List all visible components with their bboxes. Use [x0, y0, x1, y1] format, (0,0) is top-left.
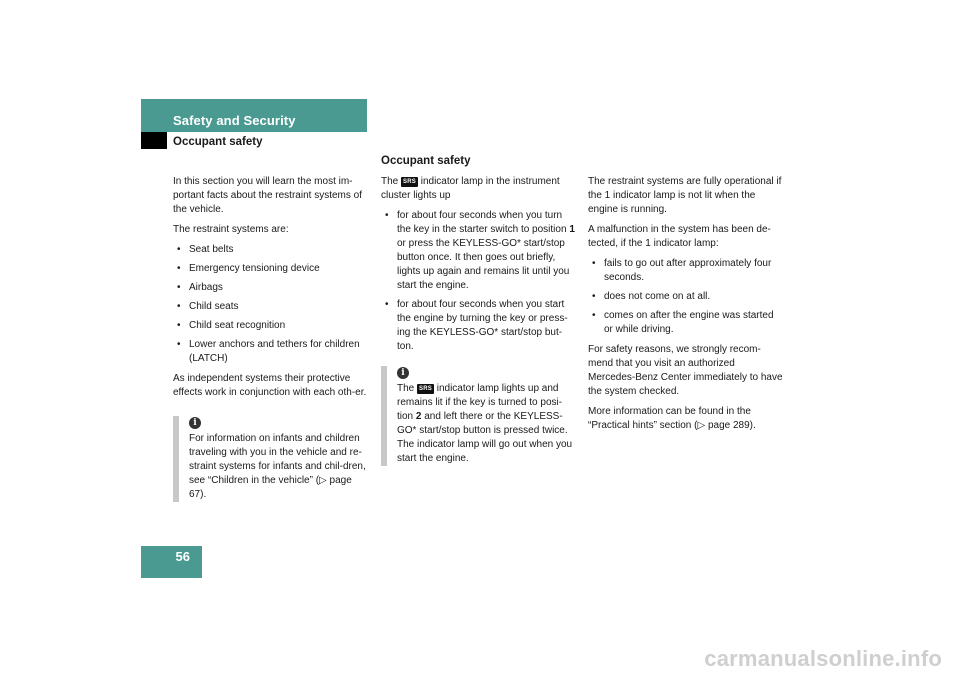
list-item: • fails to go out after approximately four seconds.	[588, 257, 784, 285]
list-item: • Seat belts	[173, 243, 367, 257]
list-item: • does not come on at all.	[588, 290, 784, 304]
list-item: • Child seats	[173, 300, 367, 314]
text-fragment: indicator lamp in the instrument cluster lights up	[381, 176, 560, 201]
list-item: • Emergency tensioning device	[173, 262, 367, 276]
list-item: • Child seat recognition	[173, 319, 367, 333]
section-header-band	[141, 99, 367, 132]
position-number: 2	[415, 411, 422, 422]
srs-indicator-icon: SRS	[403, 179, 416, 185]
intro-paragraph: In this section you will learn the most im-portant facts about the restraint systems of the vehicle.	[173, 176, 362, 215]
list-item: • comes on after the engine was started or while driving.	[588, 309, 784, 337]
note-text	[397, 382, 577, 466]
list-item: • Airbags	[173, 281, 367, 295]
text-fragment: indicator lamp lights up and remains lit if the key is turned to posi-tion	[397, 383, 563, 422]
restraint-systems-list	[173, 243, 367, 366]
text-fragment: and left there or the KEYLESS-GO* start/stop button is pressed twice. The indicator lamp will go out when you start the engine.	[397, 411, 573, 464]
note-bar	[381, 366, 387, 466]
section-title: Safety and Security	[173, 113, 296, 128]
paragraph: The restraint systems are fully operational if the 1 indicator lamp is not lit when the engine is running.	[588, 176, 782, 215]
srs-indicator-icon: SRS	[419, 386, 432, 392]
watermark: carmanualsonline.info	[704, 646, 942, 671]
list-item: • Lower anchors and tethers for children (LATCH)	[173, 338, 367, 366]
info-icon: i	[397, 367, 409, 379]
page-number: 56	[175, 549, 190, 564]
note-text: For information on infants and children traveling with you in the vehicle and re-straint systems for infants and chil-dren, see “Children in the vehicle” (▷ page 67).	[189, 433, 366, 500]
lamp-conditions-list	[381, 209, 577, 354]
paragraph: For safety reasons, we strongly recom-mend that you visit an authorized Mercedes-Benz Center immediately to have the system checked.	[588, 344, 783, 397]
lamp-intro	[381, 175, 577, 203]
column-middle	[381, 175, 577, 466]
column-left	[173, 175, 367, 502]
subsection-title: Occupant safety	[173, 136, 263, 148]
info-icon: i	[189, 417, 201, 429]
list-item: • for about four seconds when you start the engine by turning the key or press-ing the KEYLESS-GO* start/stop but-ton.	[381, 298, 577, 354]
info-note	[381, 366, 577, 466]
malfunction-list	[588, 257, 784, 337]
paragraph: A malfunction in the system has been de-tected, if the 1 indicator lamp:	[588, 224, 771, 249]
text-fragment: or press the KEYLESS-GO* start/stop button once. It then goes out briefly, lights up again and remains lit until you start the engine.	[397, 238, 570, 291]
paragraph: More information can be found in the “Practical hints” section (▷ page 289).	[588, 406, 756, 431]
column-right	[588, 175, 784, 439]
text-fragment: for about four seconds when you turn the key in the starter switch to position	[397, 210, 567, 235]
subsection-marker	[141, 132, 167, 149]
info-note	[173, 416, 367, 502]
outro-paragraph: As independent systems their protective effects work in conjunction with each oth-er.	[173, 373, 367, 398]
list-item	[381, 209, 577, 293]
section-heading: Occupant safety	[381, 155, 471, 167]
systems-label: The restraint systems are:	[173, 224, 289, 235]
position-number: 1	[569, 224, 575, 235]
page-number-box	[141, 546, 202, 578]
text-fragment: The	[397, 383, 415, 394]
note-bar	[173, 416, 179, 502]
text-fragment: The	[381, 176, 399, 187]
